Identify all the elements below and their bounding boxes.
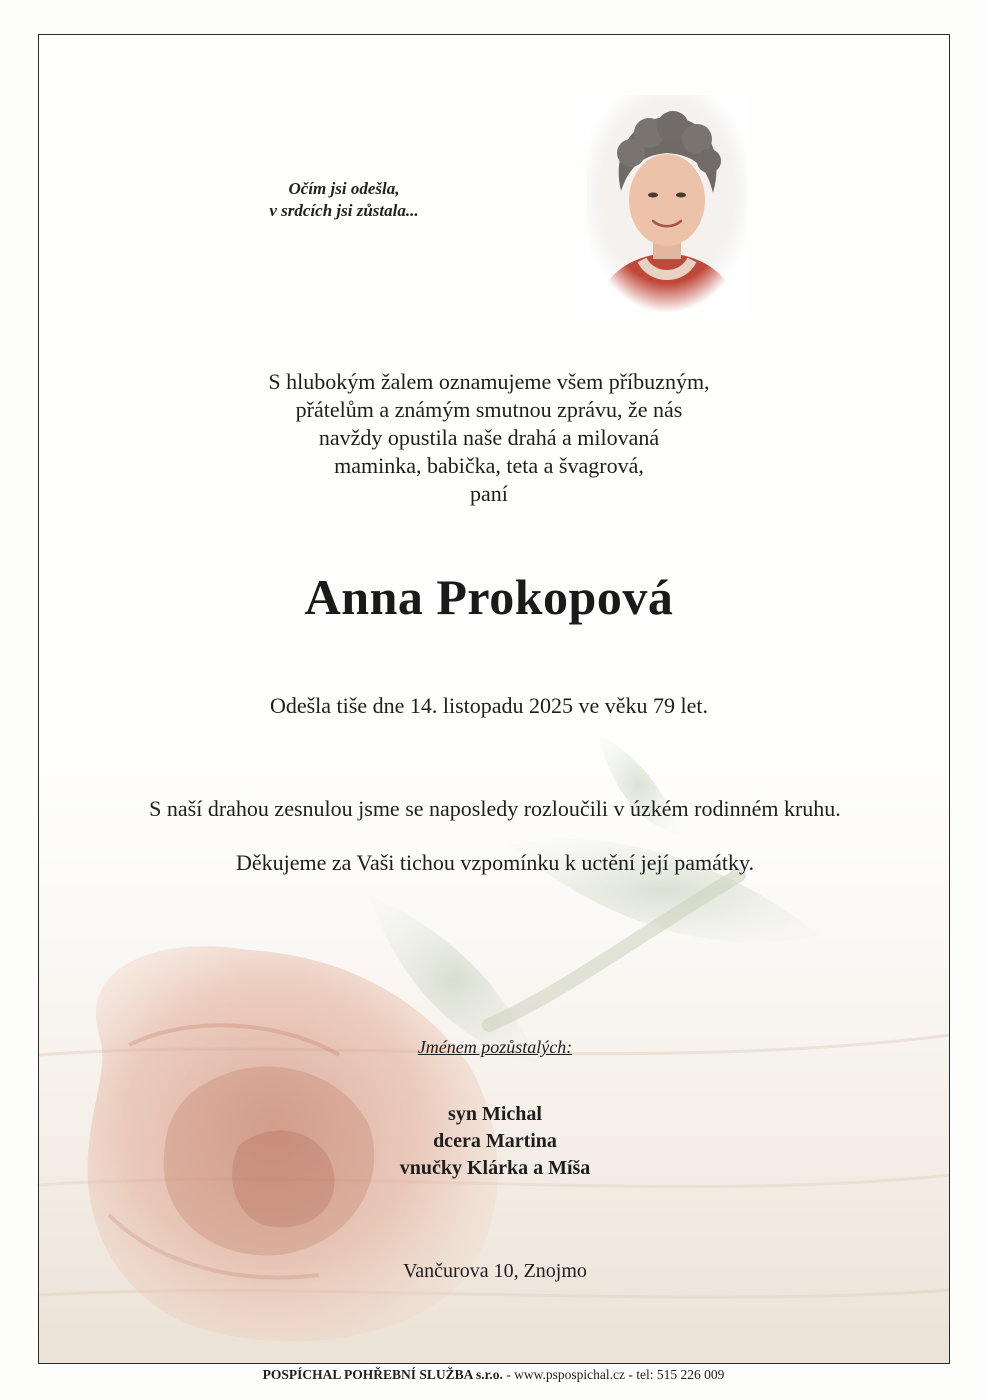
motto-quote [244,178,444,222]
announcement-line: S hlubokým žalem oznamujeme všem příbuzným, [268,369,710,394]
survivors-label [39,1037,950,1058]
footer-separator: - [625,1367,637,1382]
footer [0,1367,987,1383]
survivor-name: syn Michal [448,1103,542,1125]
announcement-line: navždy opustila naše drahá a milovaná [318,425,660,450]
survivor-name: dcera Martina [433,1130,557,1152]
notice-frame [38,34,950,1364]
portrait-photo-icon [587,95,747,313]
footer-company: POSPÍCHAL POHŘEBNÍ SLUŽBA s.r.o. [262,1367,503,1382]
farewell-text: S naší drahou zesnulou jsme se naposledy rozloučili v úzkém rodinném kruhu. [149,796,841,821]
footer-separator: - [502,1367,515,1382]
address: Vančurova 10, Znojmo [403,1260,587,1282]
footer-website-link[interactable]: www.pspospichal.cz [514,1367,626,1382]
announcement-line: maminka, babička, teta a švagrová, [334,453,644,478]
death-notice: Odešla tiše dne 14. listopadu 2025 ve věku 79 let. [269,693,709,718]
survivor-name: vnučky Klárka a Míša [399,1157,591,1179]
footer-phone: tel: 515 226 009 [636,1367,725,1382]
announcement-line: přátelům a známým smutnou zprávu, že nás [295,397,683,422]
thanks-text: Děkujeme za Vaši tichou vzpomínku k uctění její památky. [235,850,755,875]
motto-line-1: Očím jsi odešla, [288,179,400,198]
announcement-text [139,368,839,508]
deceased-name: Anna Prokopová [304,569,674,625]
announcement-line: paní [470,481,508,506]
survivors-list [39,1101,950,1182]
survivors-label-text: Jménem pozůstalých: [417,1037,573,1057]
motto-line-2: v srdcích jsi zůstala... [269,201,419,220]
